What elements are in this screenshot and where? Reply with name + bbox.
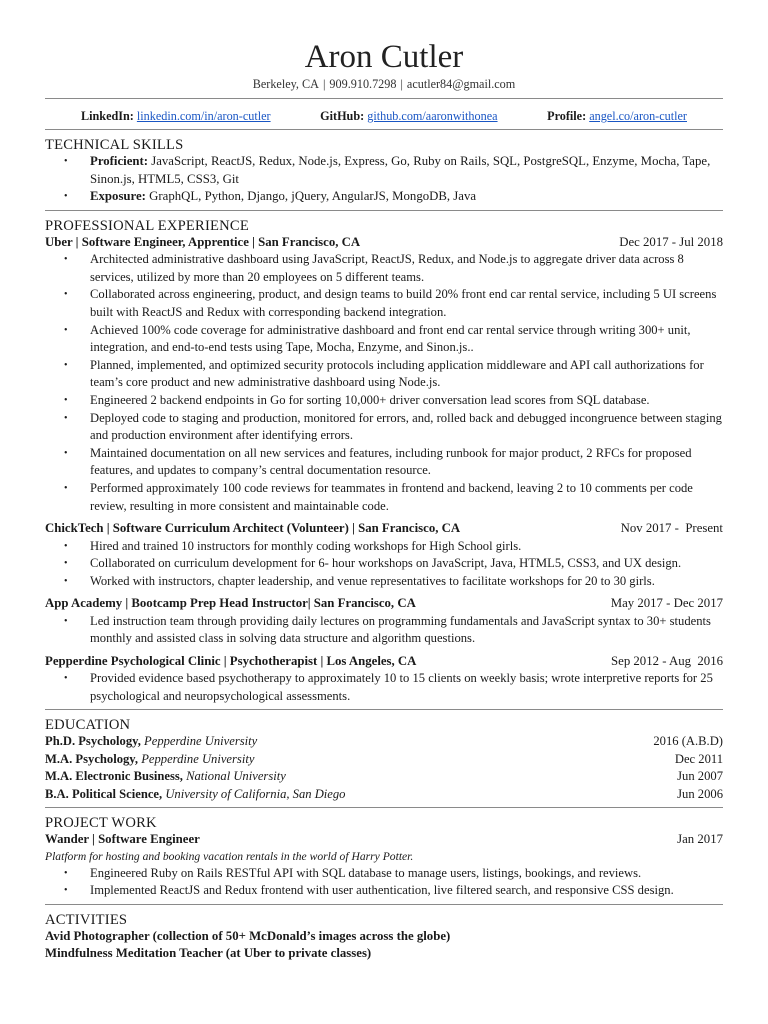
- profile-links: [45, 108, 723, 124]
- list-item: • Deployed code to staging and production, monitored for errors, and, rolled back and debugged incongruence between staging and production environment after identifying errors.: [45, 410, 723, 445]
- education-date: 2016 (A.B.D): [653, 734, 723, 749]
- list-item: • Maintained documentation on all new services and features, including runbook for major product, 2 RFCs for proposed features, and updates to company’s central documentation resource.: [45, 445, 723, 480]
- list-item: • Led instruction team through providing daily lectures on programming fundamentals and JavaScript syntax to 30+ students monthly and assisted class in solving data structure and algorithm questions.: [45, 613, 723, 648]
- skills-title: TECHNICAL SKILLS: [45, 137, 184, 153]
- education-row: [45, 768, 723, 785]
- school: Pepperdine University: [144, 734, 258, 749]
- location: Berkeley, CA: [252, 77, 319, 91]
- github-link[interactable]: github.com/aaronwithonea: [367, 109, 498, 123]
- phone: 909.910.7298: [329, 77, 397, 91]
- job-date: May 2017 - Dec 2017: [610, 596, 723, 611]
- degree: B.A. Political Science,: [45, 786, 163, 801]
- job-bullets: [45, 670, 723, 705]
- list-item: • Worked with instructors, chapter leadership, and venue representatives to facilitate workshops for 20 to 30 girls.: [45, 573, 723, 591]
- skill-item: [45, 153, 723, 188]
- education-date: Dec 2011: [674, 751, 723, 766]
- job-bullets: [45, 613, 723, 648]
- linkedin-entry: [81, 108, 271, 124]
- experience-title: PROFESSIONAL EXPERIENCE: [45, 217, 249, 234]
- project-bullets: [45, 865, 723, 900]
- contact-line: [45, 76, 723, 92]
- degree: Ph.D. Psychology,: [45, 734, 141, 749]
- linkedin-label: LinkedIn:: [81, 109, 134, 123]
- job-header: [45, 595, 723, 612]
- separator: |: [322, 77, 326, 91]
- job-date: Sep 2012 - Aug 2016: [611, 653, 723, 668]
- skills-list: [45, 153, 723, 206]
- job-bullets: [45, 251, 723, 515]
- degree: M.A. Electronic Business,: [45, 769, 183, 784]
- list-item: • Architected administrative dashboard using JavaScript, ReactJS, Redux, and Node.js to aggregate driver data across 8 services, utilized by more than 20 employees on 5 different teams.: [45, 251, 723, 286]
- activities-title: ACTIVITIES: [45, 911, 128, 928]
- list-item: • Collaborated across engineering, product, and design teams to build 20% front end car rental service, including 5 UI screens built with ReactJS and Redux with corresponding backend integration.: [45, 286, 723, 321]
- list-item: • Implemented ReactJS and Redux frontend with user authentication, live filtered search, and responsive CSS design.: [45, 882, 723, 900]
- project-title: Wander | Software Engineer: [45, 832, 200, 847]
- job-date: Nov 2017 - Present: [620, 521, 723, 536]
- list-item: • Engineered Ruby on Rails RESTful API with SQL database to manage users, listings, bookings, and reviews.: [45, 865, 723, 883]
- profile-entry: [547, 108, 687, 124]
- list-item: • Performed approximately 100 code reviews for teammates in frontend and backend, leaving 2 to 10 comments per code review, resulting in more consistent and maintainable code.: [45, 480, 723, 515]
- github-entry: [320, 108, 497, 124]
- github-label: GitHub:: [320, 109, 365, 123]
- education-row: [45, 786, 723, 803]
- job-bullets: [45, 538, 723, 591]
- school: University of California, San Diego: [165, 786, 346, 801]
- angel-link[interactable]: angel.co/aron-cutler: [589, 109, 687, 123]
- education-title: EDUCATION: [45, 717, 131, 734]
- list-item: • Provided evidence based psychotherapy to approximately 10 to 15 clients on weekly basis; wrote interpretive reports for 25 psychological and neuropsychological assessments.: [45, 670, 723, 705]
- separator: |: [400, 77, 403, 91]
- list-item: • Collaborated on curriculum development for 6- hour workshops on JavaScript, Java, HTML5, CSS3, and UX design.: [45, 555, 723, 573]
- job-header: [45, 653, 723, 670]
- list-item: • Hired and trained 10 instructors for monthly coding workshops for High School girls.: [45, 538, 723, 556]
- job-header: [45, 520, 723, 537]
- education-row: [45, 733, 723, 750]
- job-title: Uber | Software Engineer, Apprentice | San Francisco, CA: [45, 234, 361, 249]
- profile-label: Profile:: [547, 109, 587, 123]
- list-item: • Planned, implemented, and optimized security protocols including application middleware and API call authorizations for team’s core product and new administrative dashboard using Node.js.: [45, 357, 723, 392]
- education-row: [45, 751, 723, 768]
- skill-label: Proficient:: [90, 154, 149, 168]
- job-header: [45, 234, 723, 251]
- candidate-name: Aron Cutler: [304, 39, 464, 75]
- job-date: Dec 2017 - Jul 2018: [619, 234, 723, 249]
- projects-title: PROJECT WORK: [45, 815, 157, 832]
- job-title: Pepperdine Psychological Clinic | Psychotherapist | Los Angeles, CA: [45, 653, 417, 668]
- skill-text: JavaScript, ReactJS, Redux, Node.js, Express, Go, Ruby on Rails, SQL, PostgreSQL, Enzyme, Mocha, Tape, Sinon.js, HTML5, CSS3, Git: [90, 154, 711, 186]
- degree: M.A. Psychology,: [45, 751, 139, 766]
- job-title: App Academy | Bootcamp Prep Head Instructor| San Francisco, CA: [45, 596, 416, 611]
- activity-item: Avid Photographer (collection of 50+ McDonald’s images across the globe): [45, 928, 451, 943]
- list-item: • Achieved 100% code coverage for administrative dashboard and front end car rental service through writing 300+ unit, integration, and end-to-end tests using Tape, Mocha, Enzyme, and Sinon.js..: [45, 322, 723, 357]
- divider: [45, 98, 723, 99]
- project-tagline: Platform for hosting and booking vacation rentals in the world of Harry Potter.: [45, 849, 414, 863]
- skill-text: GraphQL, Python, Django, jQuery, AngularJS, MongoDB, Java: [149, 189, 477, 204]
- school: National University: [186, 769, 286, 784]
- email: acutler84@gmail.com: [406, 77, 516, 91]
- education-date: Jun 2006: [677, 786, 723, 801]
- linkedin-link[interactable]: linkedin.com/in/aron-cutler: [136, 109, 271, 123]
- job-title: ChickTech | Software Curriculum Architect (Volunteer) | San Francisco, CA: [45, 521, 461, 536]
- education-date: Jun 2007: [677, 769, 723, 784]
- list-item: • Engineered 2 backend endpoints in Go for sorting 10,000+ driver conversation lead scores from SQL database.: [45, 392, 723, 410]
- skill-item: [45, 188, 723, 206]
- activity-item: Mindfulness Meditation Teacher (at Uber to private classes): [45, 946, 372, 961]
- skill-label: Exposure:: [90, 189, 146, 204]
- project-header: [45, 831, 723, 848]
- school: Pepperdine University: [141, 751, 255, 766]
- project-date: Jan 2017: [677, 832, 723, 847]
